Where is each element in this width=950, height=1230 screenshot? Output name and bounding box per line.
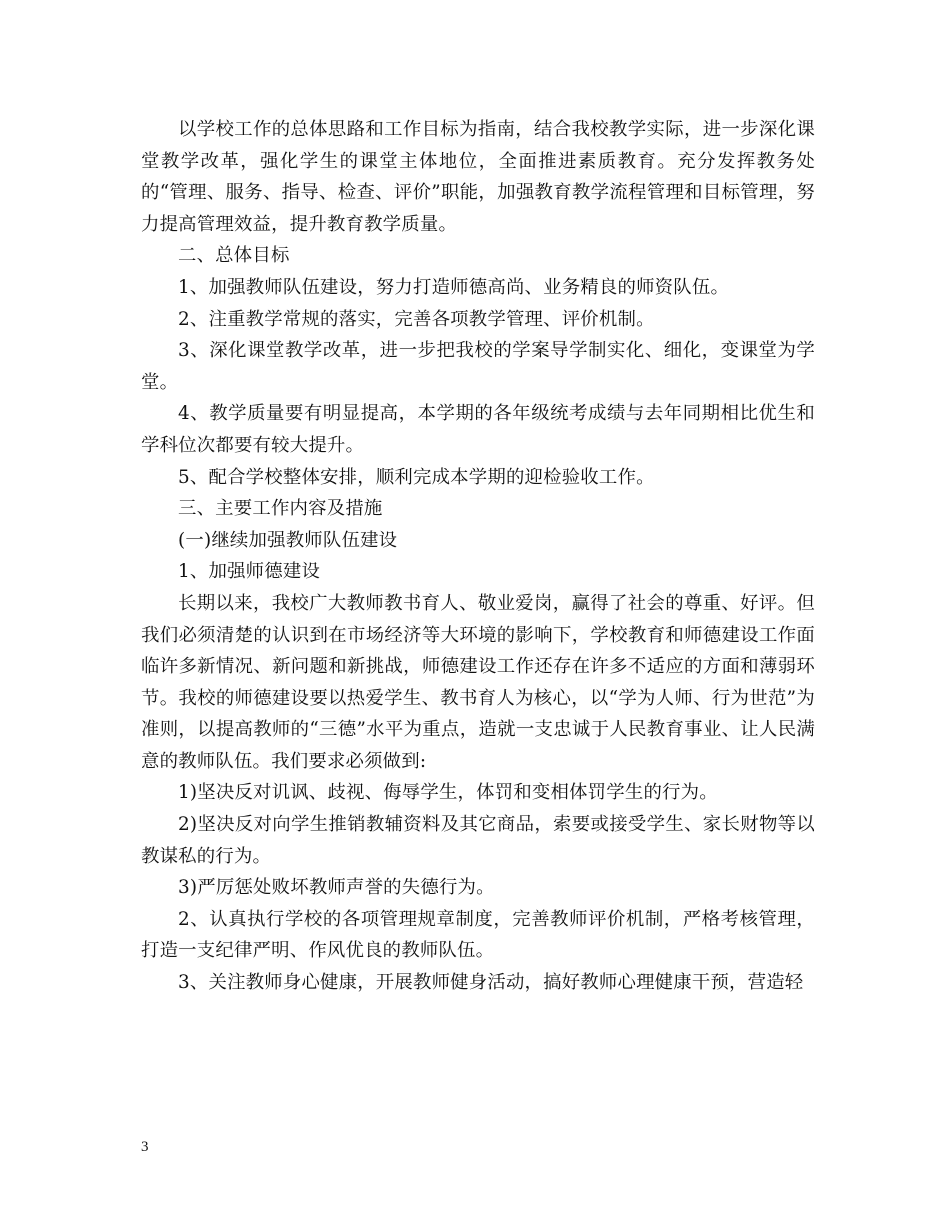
paragraph-intro: 以学校工作的总体思路和工作目标为指南，结合我校教学实际，进一步深化课堂教学改革，强化学生的课堂主体地位，全面推进素质教育。充分发挥教务处的“管理、服务、指导、检查、评价”职能，加强教育教学流程管理和目标管理，努力提高管理效益，提升教育教学质量。 — [141, 119, 815, 235]
paragraph-ethics-body: 长期以来，我校广大教师教书育人、敬业爱岗，赢得了社会的尊重、好评。但我们必须清楚的认识到在市场经济等大环境的影响下，学校教育和师德建设工作面临许多新情况、新问题和新挑战，师德建设工作还存在许多不适应的方面和薄弱环节。我校的师德建设要以热爱学生、教书育人为核心，以“学为人师、行为世范”为准则，以提高教师的“三德”水平为重点，造就一支忠诚于人民教育事业、让人民满意的教师队伍。我们要求必须做到: — [141, 592, 815, 772]
heading-overall-goals: 二、总体目标 — [178, 245, 290, 267]
measure-item-3: 3、关注教师身心健康，开展教师健身活动，搞好教师心理健康干预，营造轻 — [178, 972, 804, 994]
rule-item-3: 3)严厉惩处败坏教师声誉的失德行为。 — [178, 877, 495, 899]
heading-main-work: 三、主要工作内容及措施 — [178, 498, 383, 520]
goal-item-4: 4、教学质量要有明显提高，本学期的各年级统考成绩与去年同期相比优生和学科位次都要有较大提升。 — [141, 403, 815, 456]
subheading-teacher-team: (一)继续加强教师队伍建设 — [178, 529, 398, 551]
subheading-ethics: 1、加强师德建设 — [178, 561, 321, 583]
goal-item-1: 1、加强教师队伍建设，努力打造师德高尚、业务精良的师资队伍。 — [178, 276, 730, 298]
goal-item-3: 3、深化课堂教学改革，进一步把我校的学案导学制实化、细化，变课堂为学堂。 — [141, 340, 815, 393]
rule-item-2: 2)坚决反对向学生推销教辅资料及其它商品，索要或接受学生、家长财物等以教谋私的行为。 — [141, 814, 815, 867]
goal-item-2: 2、注重教学常规的落实，完善各项教学管理、评价机制。 — [178, 308, 655, 330]
measure-item-2: 2、认真执行学校的各项管理规章制度，完善教师评价机制，严格考核管理，打造一支纪律严明、作风优良的教师队伍。 — [141, 908, 815, 962]
page-number: 3 — [141, 1139, 149, 1155]
rule-item-1: 1)坚决反对讥讽、歧视、侮辱学生，体罚和变相体罚学生的行为。 — [178, 782, 718, 804]
document-body — [141, 114, 815, 999]
goal-item-5: 5、配合学校整体安排，顺利完成本学期的迎检验收工作。 — [178, 466, 655, 488]
